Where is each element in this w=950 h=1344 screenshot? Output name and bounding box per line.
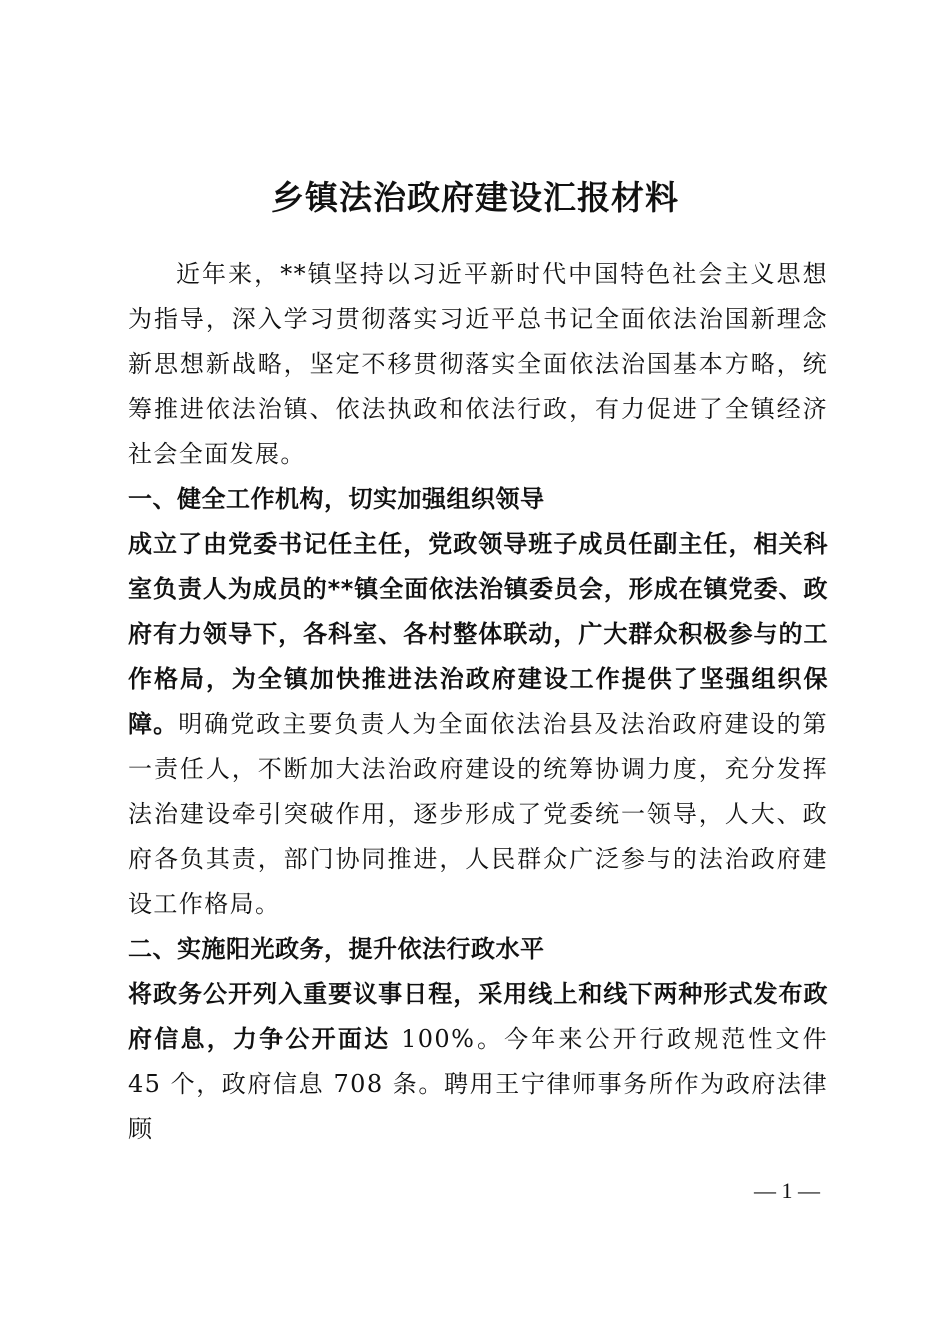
section-2-lead-number: 100%。 [390, 1025, 505, 1053]
section-2-paragraph [128, 972, 828, 1152]
section-2-lead: 将政务公开列入重要议事日程，采用线上和线下两种形式发布政府信息，力争公开面达 [128, 980, 828, 1053]
section-1-body: 明确党政主要负责人为全面依法治县及法治政府建设的第一责任人，不断加大法治政府建设的统筹协调力度，充分发挥法治建设牵引突破作用，逐步形成了党委统一领导，人大、政府各负其责，部门协同推进，人民群众广泛参与的法治政府建设工作格局。 [128, 710, 829, 918]
section-1-paragraph [128, 522, 828, 927]
page-number: — 1 — [754, 1178, 820, 1203]
intro-paragraph: 近年来，**镇坚持以习近平新时代中国特色社会主义思想为指导，深入学习贯彻落实习近平总书记全面依法治国新理念新思想新战略，坚定不移贯彻落实全面依法治国基本方略，统筹推进依法治镇、依法执政和依法行政，有力促进了全镇经济社会全面发展。 [128, 260, 828, 468]
document-title: 乡镇法治政府建设汇报材料 [271, 178, 679, 217]
section-1-heading: 一、健全工作机构，切实加强组织领导 [128, 485, 545, 513]
section-2-body: 今年来公开行政规范性文件 45 个，政府信息 708 条。聘用王宁律师事务所作为政府法律顾 [128, 1025, 828, 1143]
section-2-heading: 二、实施阳光政务，提升依法行政水平 [128, 935, 545, 963]
section-1-lead: 成立了由党委书记任主任，党政领导班子成员任副主任，相关科室负责人为成员的**镇全面依法治镇委员会，形成在镇党委、政府有力领导下，各科室、各村整体联动，广大群众积极参与的工作格局，为全镇加快推进法治政府建设工作提供了坚强组织保障。 [128, 530, 828, 738]
document-body [128, 252, 828, 1152]
